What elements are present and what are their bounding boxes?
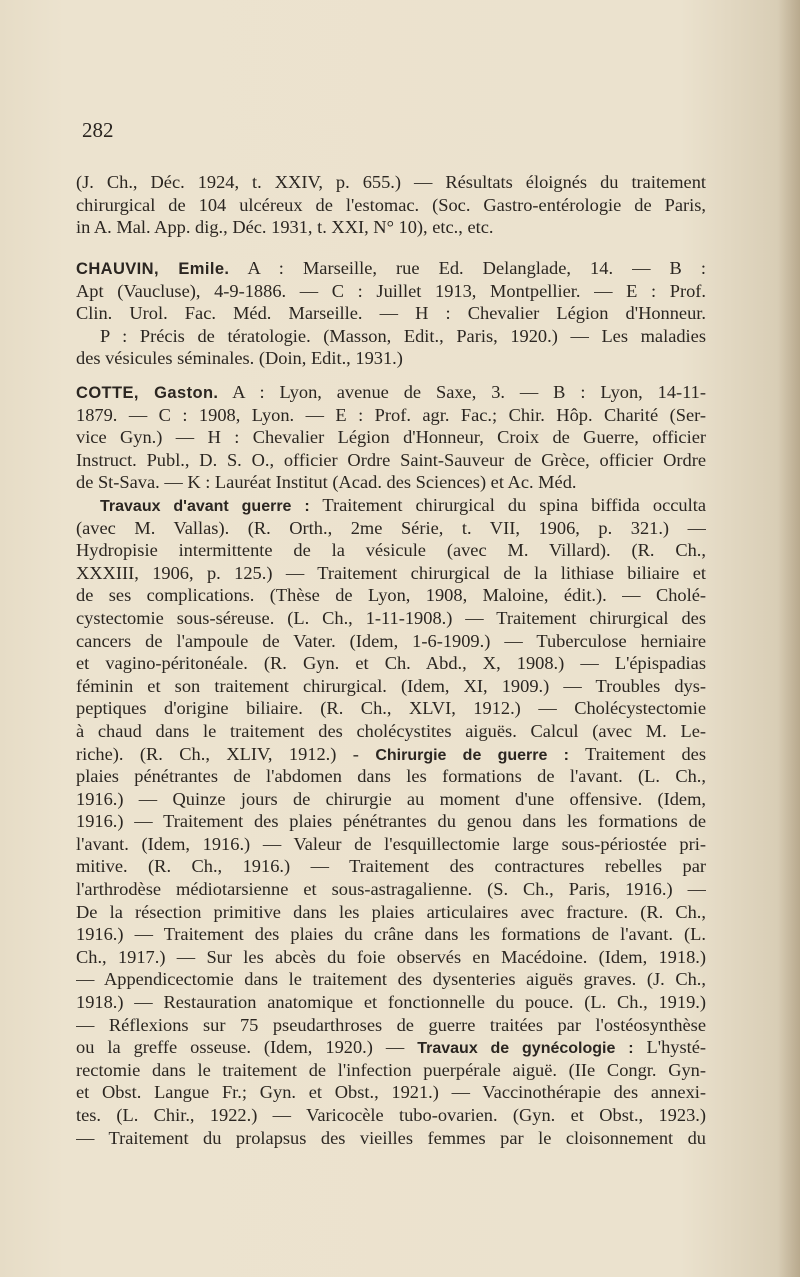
text-line: féminin et son traitement chirurgical. (Idem, XI, 1909.) — Troubles dys- xyxy=(76,675,706,696)
text-line: Instruct. Publ., D. S. O., officier Ordre Saint-Sauveur de Grèce, officier Ordre xyxy=(76,449,706,470)
text-line: Clin. Urol. Fac. Méd. Marseille. — H : Chevalier Légion d'Honneur. xyxy=(76,303,706,324)
text-line: à chaud dans le traitement des cholécystites aiguës. Calcul (avec M. Le- xyxy=(76,720,706,741)
text-line: chirurgical de 104 ulcéreux de l'estomac. (Soc. Gastro-entérologie de Paris, xyxy=(76,194,706,215)
text-line: et Obst. Langue Fr.; Gyn. et Obst., 1921.) — Vaccinothérapie des annexi- xyxy=(76,1082,706,1103)
text-line: L'hysté- xyxy=(646,1037,706,1058)
text-line: Ch., 1917.) — Sur les abcès du foie observés en Macédoine. (Idem, 1918.) xyxy=(76,946,706,967)
text-line: Traitement chirurgical du spina biffida occulta xyxy=(322,494,706,515)
text-line: (J. Ch., Déc. 1924, t. XXIV, p. 655.) — Résultats éloignés du traitement xyxy=(76,172,706,192)
text-line: — Réflexions sur 75 pseudarthroses de guerre traitées par l'ostéosynthèse xyxy=(76,1014,706,1035)
text-line: rectomie dans le traitement de l'infection puerpérale aiguë. (IIe Congr. Gyn- xyxy=(76,1059,706,1080)
text-line: — Traitement du prolapsus des vieilles femmes par le cloisonnement du xyxy=(76,1127,706,1148)
text-line: 1918.) — Restauration anatomique et fonctionnelle du pouce. (L. Ch., 1919.) xyxy=(76,992,706,1013)
entry-chauvin xyxy=(76,257,706,370)
entry-name: COTTE, Gaston. xyxy=(76,384,219,402)
section-heading: Chirurgie de guerre : xyxy=(375,746,569,764)
text-line: et vagino-péritonéale. (R. Gyn. et Ch. Abd., X, 1908.) — L'épispadias xyxy=(76,653,706,674)
text-line: tes. (L. Chir., 1922.) — Varicocèle tubo-ovarien. (Gyn. et Obst., 1923.) xyxy=(76,1105,706,1125)
text-line: A : Marseille, rue Ed. Delanglade, 14. — B : xyxy=(247,258,706,278)
text-line: l'avant. (Idem, 1916.) — Valeur de l'esquillectomie large sous-périostée pri- xyxy=(76,833,706,854)
text-line: vice Gyn.) — H : Chevalier Légion d'Honneur, Croix de Guerre, officier xyxy=(76,427,706,448)
text-line: A : Lyon, avenue de Saxe, 3. — B : Lyon, 14-11- xyxy=(232,382,706,402)
page-number: 282 xyxy=(82,118,114,142)
text-line: — Appendicectomie dans le traitement des dysenteries aiguës graves. (J. Ch., xyxy=(76,969,706,990)
section-heading: Travaux d'avant guerre : xyxy=(100,497,310,515)
text-line: (avec M. Vallas). (R. Orth., 2me Série, t. VII, 1906, p. 321.) — xyxy=(76,517,706,538)
text-line: des vésicules séminales. (Doin, Edit., 1931.) xyxy=(76,348,403,369)
text-line: ou la greffe osseuse. (Idem, 1920.) — xyxy=(76,1037,405,1058)
text-line: De la résection primitive dans les plaies articulaires avec fracture. (R. Ch., xyxy=(76,901,706,922)
text-line: l'arthrodèse médiotarsienne et sous-astragalienne. (S. Ch., Paris, 1916.) — xyxy=(76,879,706,900)
text-line: 1879. — C : 1908, Lyon. — E : Prof. agr. Fac.; Chir. Hôp. Charité (Ser- xyxy=(76,404,706,425)
text-line: 1916.) — Traitement des plaies pénétrantes du genou dans les formations de xyxy=(76,811,706,832)
text-line: de St-Sava. — K : Lauréat Institut (Acad. des Sciences) et Ac. Méd. xyxy=(76,472,577,493)
text-line: cancers de l'ampoule de Vater. (Idem, 1-6-1909.) — Tuberculose herniaire xyxy=(76,630,706,651)
text-line: Traitement des xyxy=(585,743,706,764)
section-heading: Travaux de gynécologie : xyxy=(417,1040,634,1058)
text-line: cystectomie sous-séreuse. (L. Ch., 1-11-1908.) — Traitement chirurgical des xyxy=(76,607,706,628)
text-line: mitive. (R. Ch., 1916.) — Traitement des contractures rebelles par xyxy=(76,856,706,877)
continuation-paragraph xyxy=(76,171,706,239)
page-edge-shadow xyxy=(778,0,800,1277)
text-line: riche). (R. Ch., XLIV, 1912.) - xyxy=(76,743,359,764)
text-line: peptiques d'origine biliaire. (R. Ch., XLVI, 1912.) — Cholécystectomie xyxy=(76,698,706,719)
text-line: Apt (Vaucluse), 4-9-1886. — C : Juillet 1913, Montpellier. — E : Prof. xyxy=(76,280,706,301)
entry-cotte xyxy=(76,381,706,1149)
text-line: Hydropisie intermittente de la vésicule (avec M. Villard). (R. Ch., xyxy=(76,540,706,561)
text-line: de ses complications. (Thèse de Lyon, 1908, Maloine, édit.). — Cholé- xyxy=(76,585,706,606)
entry-name: CHAUVIN, Emile. xyxy=(76,260,230,278)
text-line: in A. Mal. App. dig., Déc. 1931, t. XXI, N° 10), etc., etc. xyxy=(76,217,494,238)
text-line: XXXIII, 1906, p. 125.) — Traitement chirurgical de la lithiase biliaire et xyxy=(76,562,706,583)
text-line: 1916.) — Quinze jours de chirurgie au moment d'une offensive. (Idem, xyxy=(76,788,706,809)
text-line: 1916.) — Traitement des plaies du crâne dans les formations de l'avant. (L. xyxy=(76,924,706,945)
text-line: plaies pénétrantes de l'abdomen dans les formations de l'avant. (L. Ch., xyxy=(76,766,706,787)
text-line: P : Précis de tératologie. (Masson, Edit., Paris, 1920.) — Les maladies xyxy=(100,325,706,346)
